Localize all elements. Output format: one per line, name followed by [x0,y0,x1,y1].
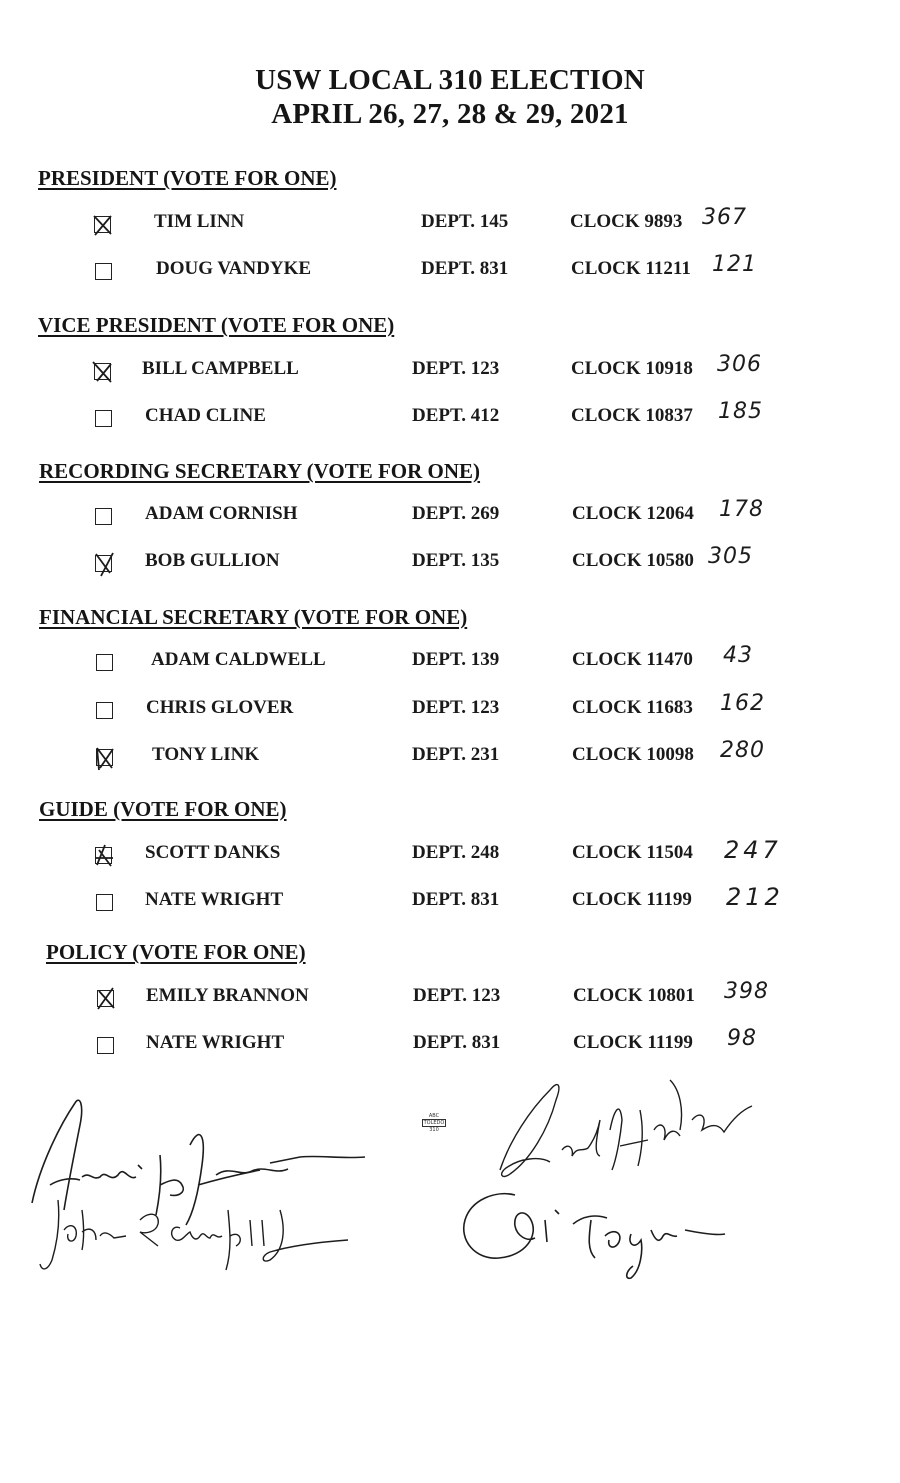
candidate-clock: CLOCK 12064 [572,503,694,524]
document-dates: APRIL 26, 27, 28 & 29, 2021 [271,98,629,130]
candidate-dept: DEPT. 123 [412,358,500,379]
signature-right-bottom [455,1180,735,1280]
union-label-line3: 310 [429,1127,439,1133]
section-heading-guide: GUIDE (VOTE FOR ONE) [39,797,287,821]
candidate-clock: CLOCK 11199 [572,889,692,910]
vote-checkbox[interactable] [95,508,112,525]
candidate-clock: CLOCK 11504 [572,842,693,863]
vote-count: 305 [708,544,753,569]
vote-checkbox[interactable] [94,216,111,233]
x-mark-icon [93,552,115,576]
candidate-row [0,352,900,388]
candidate-dept: DEPT. 831 [412,889,500,910]
union-label-line2: TOLEDO [423,1120,445,1126]
section-heading-recording-secretary: RECORDING SECRETARY (VOTE FOR ONE) [39,459,481,483]
candidate-name: EMILY BRANNON [146,985,309,1006]
vote-count: 247 [724,836,782,864]
vote-count: 178 [719,497,764,522]
candidate-clock: CLOCK 11211 [571,258,691,279]
x-mark-icon [92,360,114,384]
vote-count: 121 [712,252,757,277]
candidate-name: BOB GULLION [145,550,280,571]
candidate-name: CHRIS GLOVER [146,697,294,718]
vote-count: 43 [723,643,753,668]
vote-checkbox[interactable] [96,654,113,671]
vote-count: 185 [718,399,763,424]
candidate-dept: DEPT. 831 [421,258,509,279]
candidate-name: CHAD CLINE [145,405,266,426]
candidate-clock: CLOCK 9893 [570,211,683,232]
vote-count: 398 [724,979,769,1004]
x-mark-icon [95,987,117,1011]
union-label-seal [418,1113,450,1133]
vote-count: 367 [702,205,747,230]
vote-checkbox[interactable] [95,263,112,280]
candidate-row [0,883,900,919]
vote-count: 280 [720,738,765,763]
vote-checkbox[interactable] [96,749,113,766]
vote-checkbox[interactable] [96,702,113,719]
candidate-clock: CLOCK 10801 [573,985,695,1006]
candidate-name: ADAM CORNISH [145,503,298,524]
candidate-name: TIM LINN [154,211,245,232]
candidate-clock: CLOCK 10918 [571,358,693,379]
candidate-row [0,399,900,435]
candidate-dept: DEPT. 145 [421,211,509,232]
candidate-name: NATE WRIGHT [146,1032,285,1053]
candidate-clock: CLOCK 10837 [571,405,693,426]
vote-checkbox[interactable] [97,990,114,1007]
candidate-dept: DEPT. 139 [412,649,500,670]
section-heading-vice-president: VICE PRESIDENT (VOTE FOR ONE) [38,313,395,337]
candidate-name: DOUG VANDYKE [156,258,312,279]
candidate-row [0,497,900,533]
section-heading-president: PRESIDENT (VOTE FOR ONE) [38,166,337,190]
vote-count: 212 [726,883,784,911]
section-heading-financial-secretary: FINANCIAL SECRETARY (VOTE FOR ONE) [39,605,468,629]
vote-checkbox[interactable] [96,894,113,911]
candidate-clock: CLOCK 10580 [572,550,694,571]
vote-checkbox[interactable] [95,847,112,864]
candidate-row [0,252,900,288]
section-heading-policy: POLICY (VOTE FOR ONE) [46,940,306,964]
x-mark-icon [94,746,116,770]
candidate-clock: CLOCK 11683 [572,697,693,718]
candidate-row [0,691,900,727]
candidate-row [0,544,900,580]
candidate-dept: DEPT. 831 [413,1032,501,1053]
candidate-name: TONY LINK [152,744,260,765]
vote-checkbox[interactable] [95,555,112,572]
candidate-dept: DEPT. 123 [412,697,500,718]
candidate-row [0,979,900,1015]
vote-count: 306 [717,352,762,377]
union-label-line1: ABC [428,1113,440,1119]
x-mark-icon [92,213,114,237]
vote-checkbox[interactable] [95,410,112,427]
candidate-clock: CLOCK 10098 [572,744,694,765]
signature-right-top [470,1070,770,1190]
vote-checkbox[interactable] [97,1037,114,1054]
candidate-dept: DEPT. 248 [412,842,500,863]
candidate-dept: DEPT. 412 [412,405,500,426]
candidate-clock: CLOCK 11470 [572,649,693,670]
x-mark-icon [93,844,115,868]
document-title: USW LOCAL 310 ELECTION [255,64,645,96]
candidate-name: SCOTT DANKS [145,842,281,863]
candidate-row [0,643,900,679]
candidate-name: ADAM CALDWELL [151,649,326,670]
candidate-clock: CLOCK 11199 [573,1032,693,1053]
candidate-dept: DEPT. 135 [412,550,500,571]
candidate-dept: DEPT. 269 [412,503,500,524]
candidate-name: NATE WRIGHT [145,889,284,910]
candidate-name: BILL CAMPBELL [142,358,299,379]
candidate-row [0,738,900,774]
candidate-row [0,1026,900,1062]
candidate-dept: DEPT. 231 [412,744,500,765]
candidate-row [0,836,900,872]
vote-count: 98 [727,1026,757,1051]
vote-count: 162 [720,691,765,716]
vote-checkbox[interactable] [94,363,111,380]
candidate-dept: DEPT. 123 [413,985,501,1006]
candidate-row [0,205,900,241]
signature-left-bottom [30,1180,360,1280]
